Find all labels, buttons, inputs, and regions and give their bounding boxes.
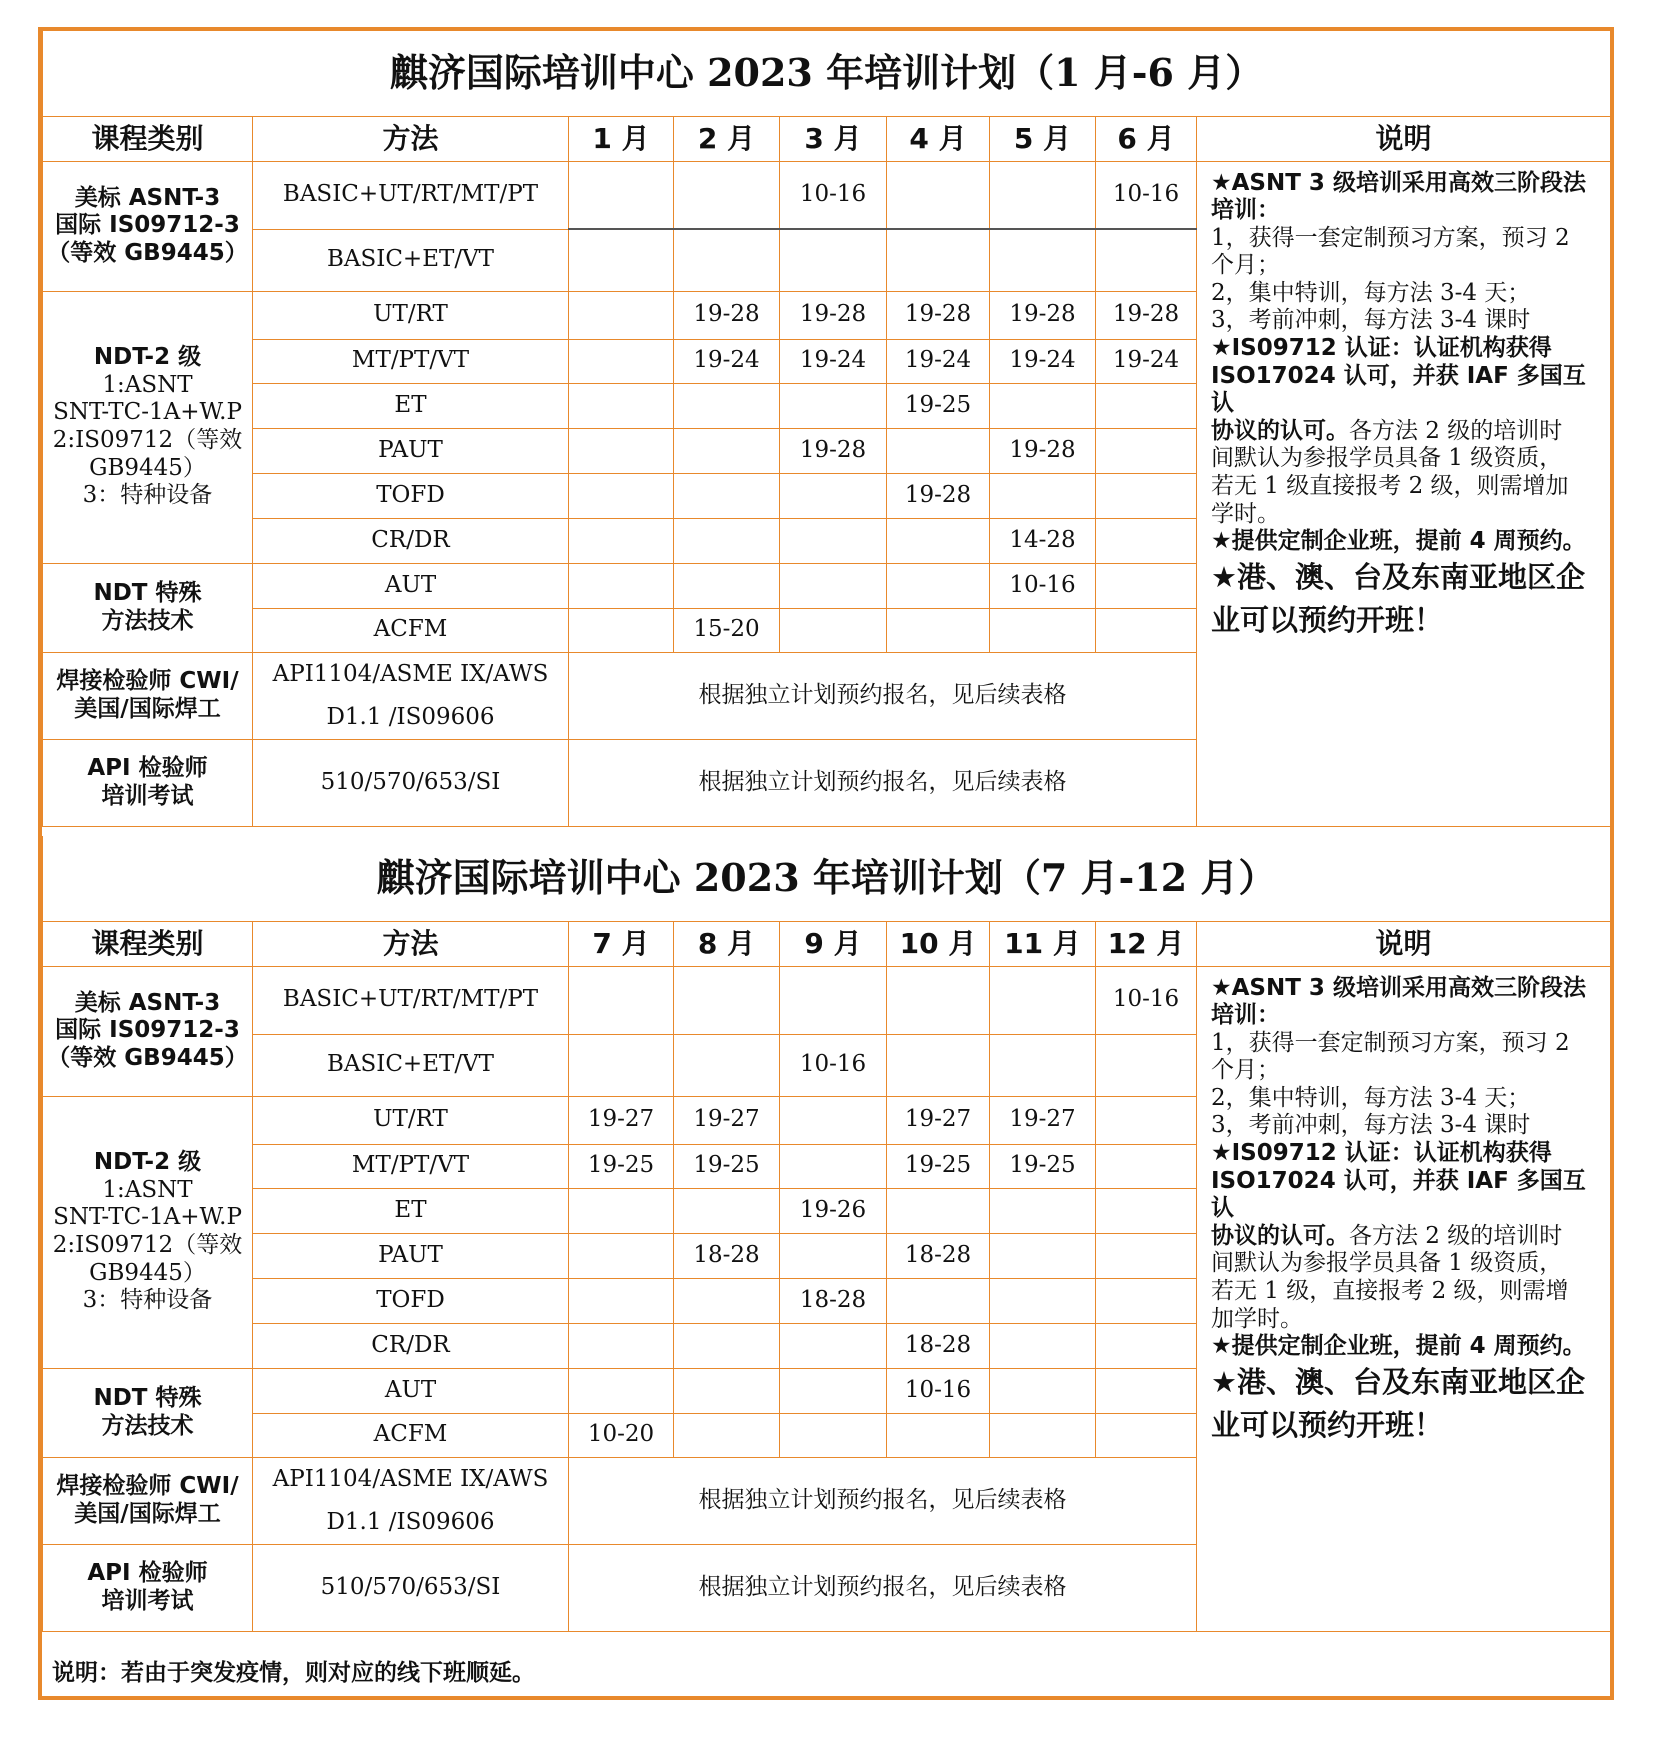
date-cell: 19-28 (1096, 291, 1197, 339)
note-line: 学时。 (1211, 500, 1280, 527)
category-line: 国际 IS09712-3 (55, 212, 240, 239)
date-cell (990, 229, 1096, 291)
date-cell (674, 428, 780, 473)
date-cell (674, 518, 780, 563)
category-line: NDT 特殊 (93, 579, 202, 606)
note-line: 协议的认可。各方法 2 级的培训时 (1211, 417, 1563, 444)
date-cell: 19-28 (780, 428, 887, 473)
date-cell (1096, 1278, 1197, 1323)
date-cell (1096, 473, 1197, 518)
note-line: 若无 1 级直接报考 2 级，则需增加 (1211, 473, 1569, 500)
date-cell: 10-16 (1096, 161, 1197, 229)
note-line: 2，集中特训，每方法 3-4 天； (1211, 279, 1531, 306)
date-cell (990, 1368, 1096, 1413)
method-cell: BASIC+UT/RT/MT/PT (253, 161, 569, 229)
category-line: 方法技术 (101, 607, 194, 634)
category-line: （等效 GB9445） (47, 1044, 248, 1071)
date-cell (1096, 563, 1197, 608)
category-line: （等效 GB9445） (47, 239, 248, 266)
category-line: NDT 特殊 (93, 1384, 202, 1411)
note-line: 加学时。 (1211, 1305, 1303, 1332)
category-weld (43, 652, 253, 739)
header-month: 2 月 (674, 116, 780, 161)
date-cell (1096, 1034, 1197, 1096)
category-asnt (43, 161, 253, 291)
schedule-span-welding: 根据独立计划预约报名，见后续表格 (569, 652, 1197, 739)
category-line: NDT-2 级 (93, 1149, 202, 1176)
category-line: 方法技术 (101, 1412, 194, 1439)
date-cell (674, 1188, 780, 1233)
date-cell (990, 608, 1096, 652)
category-line: 培训考试 (101, 1587, 194, 1614)
method-cell: BASIC+ET/VT (253, 1034, 569, 1096)
header-month: 1 月 (569, 116, 674, 161)
date-cell: 10-16 (1096, 966, 1197, 1034)
header-month: 9 月 (780, 921, 887, 966)
header-month: 8 月 (674, 921, 780, 966)
category-line: 1:ASNT (102, 371, 193, 398)
date-cell (569, 1368, 674, 1413)
date-cell (780, 1368, 887, 1413)
category-line: 美国/国际焊工 (74, 1500, 221, 1527)
date-cell (990, 383, 1096, 428)
date-cell: 19-27 (887, 1096, 990, 1144)
method-cell: TOFD (253, 1278, 569, 1323)
note-line: 培训： (1211, 197, 1280, 224)
header-month: 5 月 (990, 116, 1096, 161)
schedule-span-api: 根据独立计划预约报名，见后续表格 (569, 1544, 1197, 1631)
header-month: 11 月 (990, 921, 1096, 966)
date-cell (1096, 1413, 1197, 1457)
note-line: 3，考前冲刺，每方法 3-4 课时 (1211, 1112, 1531, 1139)
note-line: ISO17024 认可，并获 IAF 多国互认 (1211, 362, 1586, 417)
date-cell (569, 1323, 674, 1368)
date-cell (780, 563, 887, 608)
header-month: 10 月 (887, 921, 990, 966)
date-cell: 19-25 (990, 1144, 1096, 1188)
date-cell (674, 1034, 780, 1096)
note-line: ★提供定制企业班，提前 4 周预约。 (1211, 528, 1586, 555)
schedule-span-welding: 根据独立计划预约报名，见后续表格 (569, 1457, 1197, 1544)
date-cell (780, 1144, 887, 1188)
date-cell (887, 1278, 990, 1323)
note-line: 间默认为参报学员具备 1 级资质， (1211, 445, 1563, 472)
note-line: 若无 1 级，直接报考 2 级，则需增 (1211, 1278, 1569, 1305)
date-cell: 10-16 (780, 1034, 887, 1096)
date-cell: 19-28 (674, 291, 780, 339)
date-cell (569, 383, 674, 428)
date-cell (1096, 1233, 1197, 1278)
header-month: 3 月 (780, 116, 887, 161)
date-cell (674, 161, 780, 229)
method-cell-api: 510/570/653/SI (253, 739, 569, 826)
date-cell (780, 966, 887, 1034)
date-cell (1096, 1096, 1197, 1144)
date-cell: 19-24 (780, 339, 887, 383)
date-cell: 19-24 (674, 339, 780, 383)
date-cell (990, 1413, 1096, 1457)
category-line: 2:IS09712（等效 (52, 1232, 243, 1258)
schedule-span-api: 根据独立计划预约报名，见后续表格 (569, 739, 1197, 826)
date-cell (569, 1278, 674, 1323)
category-line: API 检验师 (87, 1559, 208, 1586)
date-cell: 18-28 (887, 1233, 990, 1278)
date-cell (674, 1278, 780, 1323)
date-cell (887, 518, 990, 563)
date-cell (887, 1413, 990, 1457)
date-cell (780, 608, 887, 652)
date-cell (780, 229, 887, 291)
date-cell (569, 229, 674, 291)
date-cell (887, 428, 990, 473)
date-cell (569, 1188, 674, 1233)
note-line: 个月； (1211, 1057, 1280, 1084)
note-line: 个月； (1211, 252, 1280, 279)
date-cell (569, 608, 674, 652)
date-cell (569, 518, 674, 563)
date-cell: 19-24 (990, 339, 1096, 383)
category-line: 美国/国际焊工 (74, 695, 221, 722)
category-line: 国际 IS09712-3 (55, 1017, 240, 1044)
method-cell: ET (253, 383, 569, 428)
method-cell: AUT (253, 563, 569, 608)
date-cell: 19-27 (569, 1096, 674, 1144)
category-ndt2 (43, 1096, 253, 1368)
method-line: D1.1 /IS09606 (326, 703, 495, 730)
note-line: ★港、澳、台及东南亚地区企 (1211, 559, 1585, 594)
date-cell (674, 229, 780, 291)
method-cell: UT/RT (253, 291, 569, 339)
date-cell (887, 1188, 990, 1233)
date-cell (569, 966, 674, 1034)
note-line: 协议的认可。各方法 2 级的培训时 (1211, 1222, 1563, 1249)
method-cell-api: 510/570/653/SI (253, 1544, 569, 1631)
note-line: 培训： (1211, 1002, 1280, 1029)
note-line: ★港、澳、台及东南亚地区企 (1211, 1364, 1585, 1399)
date-cell (1096, 518, 1197, 563)
method-cell: CR/DR (253, 1323, 569, 1368)
category-ndt2 (43, 291, 253, 563)
date-cell: 19-25 (674, 1144, 780, 1188)
date-cell (990, 1278, 1096, 1323)
category-line: GB9445） (89, 454, 206, 481)
date-cell (780, 383, 887, 428)
category-line: 3：特种设备 (82, 1287, 213, 1314)
date-cell (1096, 229, 1197, 291)
date-cell (990, 161, 1096, 229)
date-cell: 10-20 (569, 1413, 674, 1457)
date-cell (674, 473, 780, 518)
date-cell (1096, 383, 1197, 428)
note-line: 间默认为参报学员具备 1 级资质， (1211, 1250, 1563, 1277)
category-line: 培训考试 (101, 782, 194, 809)
date-cell (1096, 1323, 1197, 1368)
category-weld (43, 1457, 253, 1544)
date-cell (780, 1233, 887, 1278)
date-cell (1096, 1188, 1197, 1233)
method-cell: BASIC+UT/RT/MT/PT (253, 966, 569, 1034)
header-category: 课程类别 (43, 921, 253, 966)
date-cell (1096, 428, 1197, 473)
date-cell (1096, 1144, 1197, 1188)
date-cell: 19-28 (990, 291, 1096, 339)
header-method: 方法 (253, 116, 569, 161)
method-cell: AUT (253, 1368, 569, 1413)
date-cell (569, 161, 674, 229)
method-cell-welding (253, 1457, 569, 1544)
category-line: API 检验师 (87, 754, 208, 781)
date-cell: 18-28 (674, 1233, 780, 1278)
header-category: 课程类别 (43, 116, 253, 161)
note-line-bold-part: 协议的认可。 (1211, 417, 1349, 444)
training-plan-h1 (42, 31, 1611, 827)
method-cell: CR/DR (253, 518, 569, 563)
note-line: ★提供定制企业班，提前 4 周预约。 (1211, 1333, 1586, 1360)
method-line: API1104/ASME IX/AWS (272, 1465, 549, 1492)
category-line: 美标 ASNT-3 (74, 184, 221, 211)
date-cell (674, 383, 780, 428)
note-line: 业可以预约开班！ (1211, 602, 1444, 637)
notes-cell (1197, 161, 1611, 826)
date-cell: 19-28 (887, 473, 990, 518)
date-cell: 14-28 (990, 518, 1096, 563)
header-method: 方法 (253, 921, 569, 966)
date-cell (990, 1323, 1096, 1368)
note-line: 1，获得一套定制预习方案，预习 2 (1211, 1029, 1570, 1056)
date-cell (1096, 608, 1197, 652)
category-line: 3：特种设备 (82, 482, 213, 509)
category-line: 焊接检验师 CWI/ (56, 1472, 239, 1499)
date-cell (887, 966, 990, 1034)
training-plan-h2 (42, 836, 1611, 1632)
notes-cell (1197, 966, 1611, 1631)
method-cell: PAUT (253, 428, 569, 473)
date-cell (990, 1233, 1096, 1278)
date-cell: 19-28 (990, 428, 1096, 473)
method-cell: BASIC+ET/VT (253, 229, 569, 291)
category-line: SNT-TC-1A+W.P (53, 1204, 242, 1231)
date-cell (569, 563, 674, 608)
note-line: ★ASNT 3 级培训采用高效三阶段法 (1211, 974, 1586, 1001)
date-cell (569, 428, 674, 473)
date-cell (887, 563, 990, 608)
category-line: NDT-2 级 (93, 344, 202, 371)
category-line: SNT-TC-1A+W.P (53, 399, 242, 426)
note-line: 业可以预约开班！ (1211, 1407, 1444, 1442)
date-cell (674, 1323, 780, 1368)
note-line: ★ASNT 3 级培训采用高效三阶段法 (1211, 169, 1586, 196)
date-cell: 19-24 (887, 339, 990, 383)
date-cell: 19-28 (780, 291, 887, 339)
date-cell: 10-16 (887, 1368, 990, 1413)
note-line: 3，考前冲刺，每方法 3-4 课时 (1211, 307, 1531, 334)
date-cell: 19-28 (887, 291, 990, 339)
category-api (43, 739, 253, 826)
category-line: 焊接检验师 CWI/ (56, 667, 239, 694)
date-cell (780, 1323, 887, 1368)
date-cell: 15-20 (674, 608, 780, 652)
note-line: 2，集中特训，每方法 3-4 天； (1211, 1084, 1531, 1111)
date-cell: 18-28 (887, 1323, 990, 1368)
method-cell: MT/PT/VT (253, 339, 569, 383)
method-cell: TOFD (253, 473, 569, 518)
date-cell: 19-27 (674, 1096, 780, 1144)
date-cell (674, 1368, 780, 1413)
date-cell (887, 161, 990, 229)
method-line: D1.1 /IS09606 (326, 1508, 495, 1535)
header-month: 6 月 (1096, 116, 1197, 161)
footnote: 说明：若由于突发疫情，则对应的线下班顺延。 (52, 1660, 535, 1686)
header-notes: 说明 (1197, 116, 1611, 161)
date-cell: 19-25 (887, 1144, 990, 1188)
category-line: 美标 ASNT-3 (74, 989, 221, 1016)
method-cell: UT/RT (253, 1096, 569, 1144)
method-cell: ACFM (253, 1413, 569, 1457)
date-cell: 19-25 (569, 1144, 674, 1188)
date-cell (569, 1034, 674, 1096)
category-api (43, 1544, 253, 1631)
plan-title: 麒济国际培训中心 2023 年培训计划（1 月-6 月） (43, 31, 1611, 116)
date-cell (569, 291, 674, 339)
date-cell (1096, 1368, 1197, 1413)
category-line: 1:ASNT (102, 1176, 193, 1203)
date-cell: 10-16 (780, 161, 887, 229)
note-line-bold-part: 协议的认可。 (1211, 1222, 1349, 1249)
date-cell (990, 966, 1096, 1034)
header-month: 4 月 (887, 116, 990, 161)
date-cell: 19-26 (780, 1188, 887, 1233)
category-special (43, 563, 253, 652)
date-cell (780, 1096, 887, 1144)
method-cell-welding (253, 652, 569, 739)
date-cell (674, 1413, 780, 1457)
note-line: ★IS09712 认证：认证机构获得 (1211, 335, 1552, 362)
plan-title: 麒济国际培训中心 2023 年培训计划（7 月-12 月） (43, 836, 1611, 921)
date-cell (887, 1034, 990, 1096)
method-cell: PAUT (253, 1233, 569, 1278)
note-line: 1，获得一套定制预习方案，预习 2 (1211, 224, 1570, 251)
note-line: ★IS09712 认证：认证机构获得 (1211, 1140, 1552, 1167)
category-line: 2:IS09712（等效 (52, 427, 243, 453)
date-cell (990, 1034, 1096, 1096)
date-cell (780, 473, 887, 518)
method-cell: ACFM (253, 608, 569, 652)
date-cell: 18-28 (780, 1278, 887, 1323)
header-month: 12 月 (1096, 921, 1197, 966)
date-cell (887, 229, 990, 291)
header-notes: 说明 (1197, 921, 1611, 966)
date-cell (780, 1413, 887, 1457)
date-cell (674, 563, 780, 608)
date-cell: 19-27 (990, 1096, 1096, 1144)
header-month: 7 月 (569, 921, 674, 966)
category-special (43, 1368, 253, 1457)
category-asnt (43, 966, 253, 1096)
date-cell (780, 518, 887, 563)
method-cell: MT/PT/VT (253, 1144, 569, 1188)
date-cell (887, 608, 990, 652)
date-cell (569, 339, 674, 383)
date-cell: 10-16 (990, 563, 1096, 608)
method-line: API1104/ASME IX/AWS (272, 660, 549, 687)
date-cell: 19-24 (1096, 339, 1197, 383)
date-cell (674, 966, 780, 1034)
method-cell: ET (253, 1188, 569, 1233)
date-cell (569, 1233, 674, 1278)
category-line: GB9445） (89, 1259, 206, 1286)
date-cell (569, 473, 674, 518)
date-cell: 19-25 (887, 383, 990, 428)
date-cell (990, 473, 1096, 518)
note-line: ISO17024 认可，并获 IAF 多国互认 (1211, 1167, 1586, 1222)
date-cell (990, 1188, 1096, 1233)
